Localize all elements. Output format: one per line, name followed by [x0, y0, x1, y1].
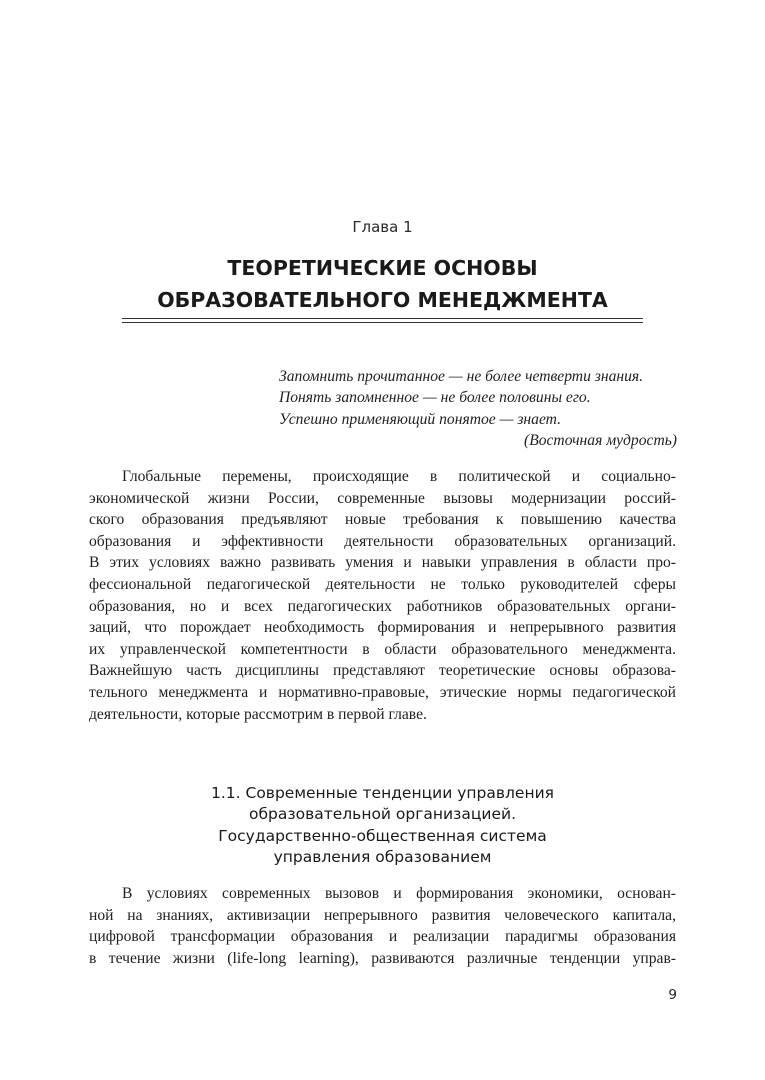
paragraph-line: ной на знаниях, активизации непрерывного развития человеческого капитала,: [89, 906, 676, 924]
paragraph-line: Важнейшую часть дисциплины представляют теоретические основы образова-: [89, 662, 676, 680]
page-number: 9: [668, 987, 677, 1003]
paragraph-line: их управленческой компетентности в области образовательного менеджмента.: [89, 640, 676, 658]
paragraph-line: ского образования предъявляют новые требования к повышению качества: [89, 511, 676, 529]
section-heading-line-2: образовательной организацией.: [248, 805, 517, 824]
chapter-title-line-1: ТЕОРЕТИЧЕСКИЕ ОСНОВЫ: [227, 256, 538, 280]
paragraph-line: заций, что порождает необходимость формирования и непрерывного развития: [89, 619, 676, 637]
epigraph-line-2: Понять запомненное — не более половины его.: [279, 389, 591, 407]
epigraph: [279, 366, 677, 451]
section-heading-line-3: Государственно-общественная система: [218, 826, 547, 845]
paragraph-line: экономической жизни России, современные вызовы модернизации россий-: [89, 489, 676, 507]
paragraph-line: образования, но и всех педагогических работников образовательных органи-: [89, 597, 676, 615]
paragraph-line: фессиональной педагогической деятельности не только руководителей сферы: [89, 575, 676, 593]
title-rule-upper: [122, 318, 643, 319]
paragraph-line: деятельности, которые рассмотрим в первой главе.: [89, 705, 427, 723]
epigraph-source: (Восточная мудрость): [524, 431, 677, 449]
paragraph-line: образования и эффективности деятельности образовательных организаций.: [89, 532, 676, 550]
epigraph-line-1: Запомнить прочитанное — не более четверти знания.: [279, 368, 644, 385]
paragraph-line: тельного менеджмента и нормативно-правовые, этические нормы педагогической: [89, 683, 676, 701]
section-paragraph: [89, 883, 676, 969]
chapter-title: [0, 252, 765, 316]
chapter-title-line-2: ОБРАЗОВАТЕЛЬНОГО МЕНЕДЖМЕНТА: [157, 288, 608, 312]
paragraph-line: в течение жизни (life-long learning), развиваются различные тенденции управ-: [89, 949, 676, 967]
section-heading-line-1: 1.1. Современные тенденции управления: [211, 784, 554, 802]
paragraph-line: В этих условиях важно развивать умения и навыки управления в области про-: [89, 554, 676, 572]
paragraph-line: цифровой трансформации образования и реализации парадигмы образования: [89, 928, 676, 946]
section-heading: [0, 783, 765, 868]
chapter-label: Глава 1: [352, 218, 413, 236]
paragraph-line: В условиях современных вызовов и формирования экономики, основан-: [122, 885, 676, 902]
intro-paragraph: [89, 466, 676, 725]
epigraph-line-3: Успешно применяющий понятое — знает.: [279, 410, 562, 428]
paragraph-line: Глобальные перемены, происходящие в политической и социально-: [122, 468, 676, 485]
section-heading-line-4: управления образованием: [273, 847, 492, 866]
title-rule-lower: [122, 322, 643, 323]
